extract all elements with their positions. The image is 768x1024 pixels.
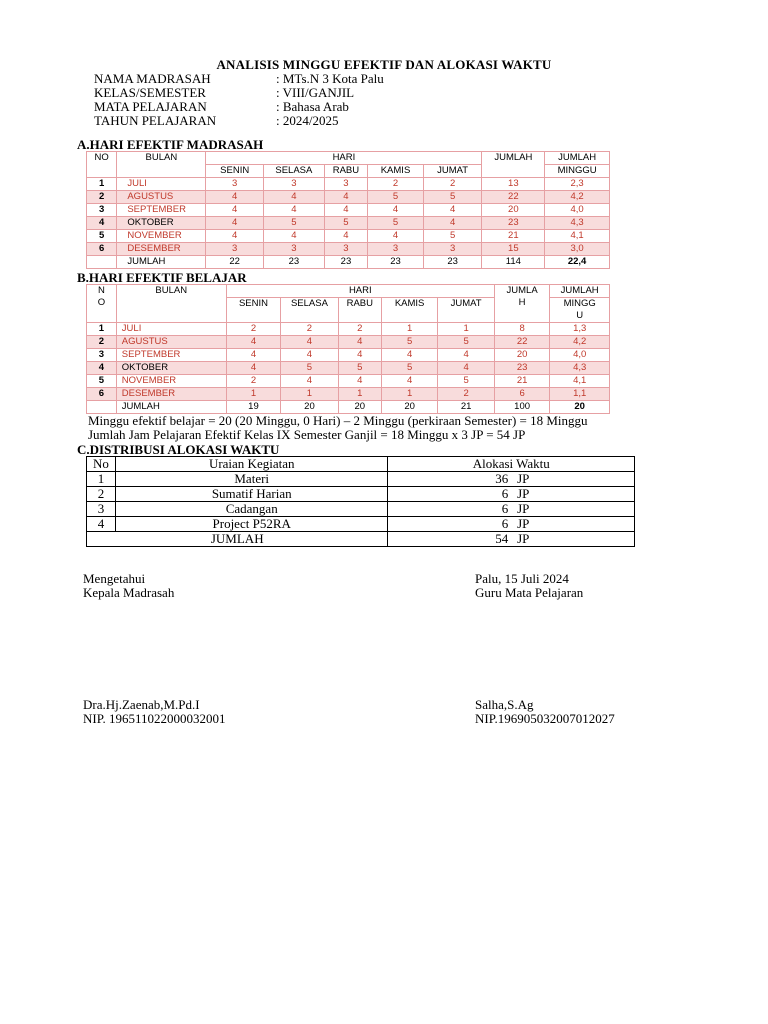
cell-rabu: 4 <box>338 375 381 388</box>
cell-selasa: 3 <box>264 243 325 256</box>
header-no-line2: O <box>97 297 106 308</box>
cell-minggu: 4,2 <box>550 336 610 349</box>
cell-senin: 3 <box>206 178 264 191</box>
header-jumlah-line2: H <box>518 297 526 308</box>
table-row <box>87 517 635 532</box>
cell-total-selasa: 23 <box>264 256 325 269</box>
identity-label: MATA PELAJARAN <box>94 99 207 114</box>
cell-bulan: SEPTEMBER <box>116 349 226 362</box>
cell-rabu: 5 <box>338 362 381 375</box>
cell-total-minggu: 22,4 <box>545 256 610 269</box>
table-total-row <box>87 401 610 414</box>
cell-jumlah: 15 <box>482 243 545 256</box>
cell-kamis: 1 <box>381 323 438 336</box>
cell-no: 3 <box>87 349 117 362</box>
cell-minggu: 3,0 <box>545 243 610 256</box>
cell-jumlah: 21 <box>494 375 549 388</box>
cell-alokasi <box>388 517 635 532</box>
header-uraian: Uraian Kegiatan <box>115 457 387 472</box>
header-jumlah-minggu: JUMLAH <box>550 285 610 298</box>
cell-rabu: 4 <box>338 336 381 349</box>
identity-label: TAHUN PELAJARAN <box>94 113 217 128</box>
cell-total-senin: 22 <box>206 256 264 269</box>
table-distribusi-alokasi <box>86 456 635 547</box>
cell-jp-value: 6 <box>501 501 509 516</box>
header-no: NO <box>87 152 117 178</box>
table-row <box>87 336 610 349</box>
cell-kamis: 5 <box>368 191 424 204</box>
table-row <box>87 362 610 375</box>
cell-selasa: 2 <box>281 323 339 336</box>
header-jumlah: JUMLAH <box>482 152 545 178</box>
document-title: ANALISIS MINGGU EFEKTIF DAN ALOKASI WAKTU <box>216 57 552 72</box>
identity-row-mapel <box>94 100 384 114</box>
cell-rabu: 3 <box>324 243 367 256</box>
cell-senin: 4 <box>226 362 280 375</box>
header-minggu-line2: U <box>576 310 584 321</box>
cell-jp-unit: JP <box>517 531 530 546</box>
cell-selasa: 3 <box>264 178 325 191</box>
cell-jumlah: 20 <box>494 349 549 362</box>
table-row <box>87 349 610 362</box>
cell-minggu: 4,1 <box>550 375 610 388</box>
cell-no: 2 <box>87 191 117 204</box>
cell-selasa: 4 <box>264 204 325 217</box>
cell-jumlah: 21 <box>482 230 545 243</box>
cell-selasa: 5 <box>264 217 325 230</box>
cell-jumat: 5 <box>423 191 482 204</box>
table-hari-efektif-belajar <box>86 284 610 414</box>
cell-kamis: 4 <box>381 375 438 388</box>
note-minggu-efektif: Minggu efektif belajar = 20 (20 Minggu, 0 Hari) – 2 Minggu (perkiraan Semester) = 18 Minggu <box>88 413 588 428</box>
cell-selasa: 5 <box>281 362 339 375</box>
header-no <box>87 285 117 323</box>
cell-total-senin: 19 <box>226 401 280 414</box>
cell-total-selasa: 20 <box>281 401 339 414</box>
cell-selasa: 4 <box>264 191 325 204</box>
cell-kamis: 5 <box>381 336 438 349</box>
header-minggu: MINGGU <box>545 165 610 178</box>
cell-jumat: 5 <box>438 375 495 388</box>
cell-bulan: DESEMBER <box>117 243 206 256</box>
table-row <box>87 217 610 230</box>
cell-alokasi <box>388 472 635 487</box>
header-bulan: BULAN <box>117 152 206 178</box>
cell-bulan: AGUSTUS <box>117 191 206 204</box>
cell-no: 5 <box>87 230 117 243</box>
cell-selasa: 4 <box>281 336 339 349</box>
cell-jumlah: 23 <box>494 362 549 375</box>
cell-no: 1 <box>87 323 117 336</box>
cell-selasa: 4 <box>281 375 339 388</box>
cell-bulan: JULI <box>117 178 206 191</box>
signature-right-name-block <box>475 698 615 726</box>
cell-total-rabu: 20 <box>338 401 381 414</box>
header-jumat: JUMAT <box>438 298 495 323</box>
cell-senin: 3 <box>206 243 264 256</box>
table-row <box>87 230 610 243</box>
cell-kamis: 1 <box>381 388 438 401</box>
cell-minggu: 4,0 <box>545 204 610 217</box>
cell-minggu: 4,2 <box>545 191 610 204</box>
cell-total-jumat: 23 <box>423 256 482 269</box>
cell-rabu: 1 <box>338 388 381 401</box>
cell-bulan: OKTOBER <box>117 217 206 230</box>
table-row <box>87 178 610 191</box>
signature-left-line1: Mengetahui <box>83 571 146 586</box>
cell-jp-unit: JP <box>517 501 530 516</box>
cell-alokasi <box>388 502 635 517</box>
cell-uraian: Materi <box>115 472 387 487</box>
cell-selasa: 1 <box>281 388 339 401</box>
cell-total-label: JUMLAH <box>117 256 206 269</box>
cell-senin: 2 <box>226 323 280 336</box>
cell-no: 3 <box>87 204 117 217</box>
cell-jumat: 5 <box>423 230 482 243</box>
cell-kamis: 5 <box>368 217 424 230</box>
cell-no: 4 <box>87 217 117 230</box>
cell-jp-value: 54 <box>495 531 509 546</box>
cell-no: 5 <box>87 375 117 388</box>
section-a-title: A.HARI EFEKTIF MADRASAH <box>77 137 264 152</box>
cell-kamis: 3 <box>368 243 424 256</box>
cell-rabu: 4 <box>324 191 367 204</box>
cell-uraian: Cadangan <box>115 502 387 517</box>
header-minggu <box>550 298 610 323</box>
cell-total-rabu: 23 <box>324 256 367 269</box>
cell-bulan: SEPTEMBER <box>117 204 206 217</box>
signature-right-nip: NIP.196905032007012027 <box>475 711 615 726</box>
cell-bulan: NOVEMBER <box>117 230 206 243</box>
table-row <box>87 204 610 217</box>
cell-jumlah: 13 <box>482 178 545 191</box>
cell-total-minggu: 20 <box>550 401 610 414</box>
cell-empty <box>87 401 117 414</box>
cell-total-kamis: 20 <box>381 401 438 414</box>
cell-rabu: 3 <box>324 178 367 191</box>
cell-total-label: JUMLAH <box>116 401 226 414</box>
cell-total-jumat: 21 <box>438 401 495 414</box>
identity-value: : MTs.N 3 Kota Palu <box>276 71 384 86</box>
header-kamis: KAMIS <box>368 165 424 178</box>
header-selasa: SELASA <box>264 165 325 178</box>
cell-no: 4 <box>87 517 116 532</box>
cell-no: 6 <box>87 388 117 401</box>
cell-jumat: 2 <box>423 178 482 191</box>
table-row <box>87 502 635 517</box>
cell-total-label: JUMLAH <box>87 532 388 547</box>
cell-jumlah: 22 <box>482 191 545 204</box>
cell-jumlah: 8 <box>494 323 549 336</box>
cell-rabu: 2 <box>338 323 381 336</box>
table-row <box>87 487 635 502</box>
signature-right-line2: Guru Mata Pelajaran <box>475 585 584 600</box>
header-rabu: RABU <box>324 165 367 178</box>
identity-label: NAMA MADRASAH <box>94 71 211 86</box>
cell-uraian: Project P52RA <box>115 517 387 532</box>
cell-senin: 1 <box>226 388 280 401</box>
cell-jp-unit: JP <box>517 486 530 501</box>
section-c-title: C.DISTRIBUSI ALOKASI WAKTU <box>77 442 280 457</box>
table-total-row <box>87 256 610 269</box>
header-hari: HARI <box>226 285 494 298</box>
identity-row-madrasah <box>94 72 384 86</box>
cell-jumat: 4 <box>423 204 482 217</box>
header-jumlah <box>494 285 549 323</box>
cell-jp-value: 6 <box>501 516 509 531</box>
header-selasa: SELASA <box>281 298 339 323</box>
cell-kamis: 4 <box>368 204 424 217</box>
cell-minggu: 2,3 <box>545 178 610 191</box>
header-alokasi: Alokasi Waktu <box>388 457 635 472</box>
table-row <box>87 388 610 401</box>
cell-minggu: 1,3 <box>550 323 610 336</box>
cell-senin: 4 <box>226 336 280 349</box>
cell-minggu: 4,3 <box>550 362 610 375</box>
cell-senin: 4 <box>206 204 264 217</box>
cell-jumlah: 20 <box>482 204 545 217</box>
cell-jumat: 3 <box>423 243 482 256</box>
cell-jumat: 1 <box>438 323 495 336</box>
cell-senin: 4 <box>206 230 264 243</box>
header-jumlah-line1: JUMLA <box>506 285 538 296</box>
cell-total-jumlah: 114 <box>482 256 545 269</box>
cell-no: 2 <box>87 487 116 502</box>
cell-selasa: 4 <box>264 230 325 243</box>
cell-bulan: AGUSTUS <box>116 336 226 349</box>
header-rabu: RABU <box>338 298 381 323</box>
signature-left <box>83 572 174 600</box>
cell-no: 1 <box>87 178 117 191</box>
cell-no: 6 <box>87 243 117 256</box>
cell-no: 2 <box>87 336 117 349</box>
identity-value: : Bahasa Arab <box>276 99 349 114</box>
identity-row-tahun <box>94 114 384 128</box>
signature-left-nip: NIP. 196511022000032001 <box>83 711 226 726</box>
table-row <box>87 191 610 204</box>
cell-bulan: JULI <box>116 323 226 336</box>
header-senin: SENIN <box>226 298 280 323</box>
cell-rabu: 4 <box>324 230 367 243</box>
cell-alokasi <box>388 487 635 502</box>
cell-no: 1 <box>87 472 116 487</box>
cell-senin: 4 <box>206 217 264 230</box>
identity-value: : VIII/GANJIL <box>276 85 355 100</box>
signature-left-name: Dra.Hj.Zaenab,M.Pd.I <box>83 697 200 712</box>
cell-jumlah: 22 <box>494 336 549 349</box>
cell-no: 4 <box>87 362 117 375</box>
table-row <box>87 472 635 487</box>
header-hari: HARI <box>206 152 482 165</box>
table-row <box>87 323 610 336</box>
signature-right <box>475 572 583 600</box>
identity-row-kelas <box>94 86 384 100</box>
cell-minggu: 4,3 <box>545 217 610 230</box>
cell-bulan: OKTOBER <box>116 362 226 375</box>
cell-jumlah: 6 <box>494 388 549 401</box>
signature-right-name: Salha,S.Ag <box>475 697 534 712</box>
cell-senin: 4 <box>206 191 264 204</box>
cell-kamis: 4 <box>368 230 424 243</box>
cell-minggu: 4,0 <box>550 349 610 362</box>
cell-minggu: 4,1 <box>545 230 610 243</box>
cell-jumlah: 23 <box>482 217 545 230</box>
table-hari-efektif-madrasah <box>86 151 610 269</box>
cell-bulan: DESEMBER <box>116 388 226 401</box>
cell-jp-unit: JP <box>517 516 530 531</box>
cell-rabu: 4 <box>324 204 367 217</box>
header-jumat: JUMAT <box>423 165 482 178</box>
header-bulan: BULAN <box>116 285 226 323</box>
cell-total-jumlah: 100 <box>494 401 549 414</box>
header-no: No <box>87 457 116 472</box>
cell-kamis: 2 <box>368 178 424 191</box>
table-row <box>87 375 610 388</box>
header-senin: SENIN <box>206 165 264 178</box>
signature-right-line1: Palu, 15 Juli 2024 <box>475 571 569 586</box>
table-row <box>87 243 610 256</box>
cell-jumat: 2 <box>438 388 495 401</box>
cell-total-alokasi <box>388 532 635 547</box>
signature-left-name-block <box>83 698 226 726</box>
signature-left-line2: Kepala Madrasah <box>83 585 175 600</box>
cell-senin: 2 <box>226 375 280 388</box>
cell-rabu: 5 <box>324 217 367 230</box>
cell-jumat: 4 <box>423 217 482 230</box>
header-no-line1: N <box>97 285 105 296</box>
cell-jumat: 4 <box>438 349 495 362</box>
cell-jumat: 5 <box>438 336 495 349</box>
cell-jp-unit: JP <box>517 471 530 486</box>
identity-block <box>94 72 384 128</box>
header-kamis: KAMIS <box>381 298 438 323</box>
identity-label: KELAS/SEMESTER <box>94 85 206 100</box>
cell-jumat: 4 <box>438 362 495 375</box>
header-minggu-line1: MINGG <box>563 298 596 309</box>
note-jam-pelajaran: Jumlah Jam Pelajaran Efektif Kelas IX Semester Ganjil = 18 Minggu x 3 JP = 54 JP <box>88 427 526 442</box>
cell-uraian: Sumatif Harian <box>115 487 387 502</box>
cell-selasa: 4 <box>281 349 339 362</box>
cell-kamis: 4 <box>381 349 438 362</box>
cell-kamis: 5 <box>381 362 438 375</box>
cell-bulan: NOVEMBER <box>116 375 226 388</box>
cell-no: 3 <box>87 502 116 517</box>
header-jumlah-minggu: JUMLAH <box>545 152 610 165</box>
cell-minggu: 1,1 <box>550 388 610 401</box>
cell-empty <box>87 256 117 269</box>
cell-jp-value: 6 <box>501 486 509 501</box>
table-total-row <box>87 532 635 547</box>
section-b-title: B.HARI EFEKTIF BELAJAR <box>77 270 247 285</box>
cell-total-kamis: 23 <box>368 256 424 269</box>
cell-jp-value: 36 <box>495 471 509 486</box>
cell-rabu: 4 <box>338 349 381 362</box>
cell-senin: 4 <box>226 349 280 362</box>
identity-value: : 2024/2025 <box>276 113 339 128</box>
